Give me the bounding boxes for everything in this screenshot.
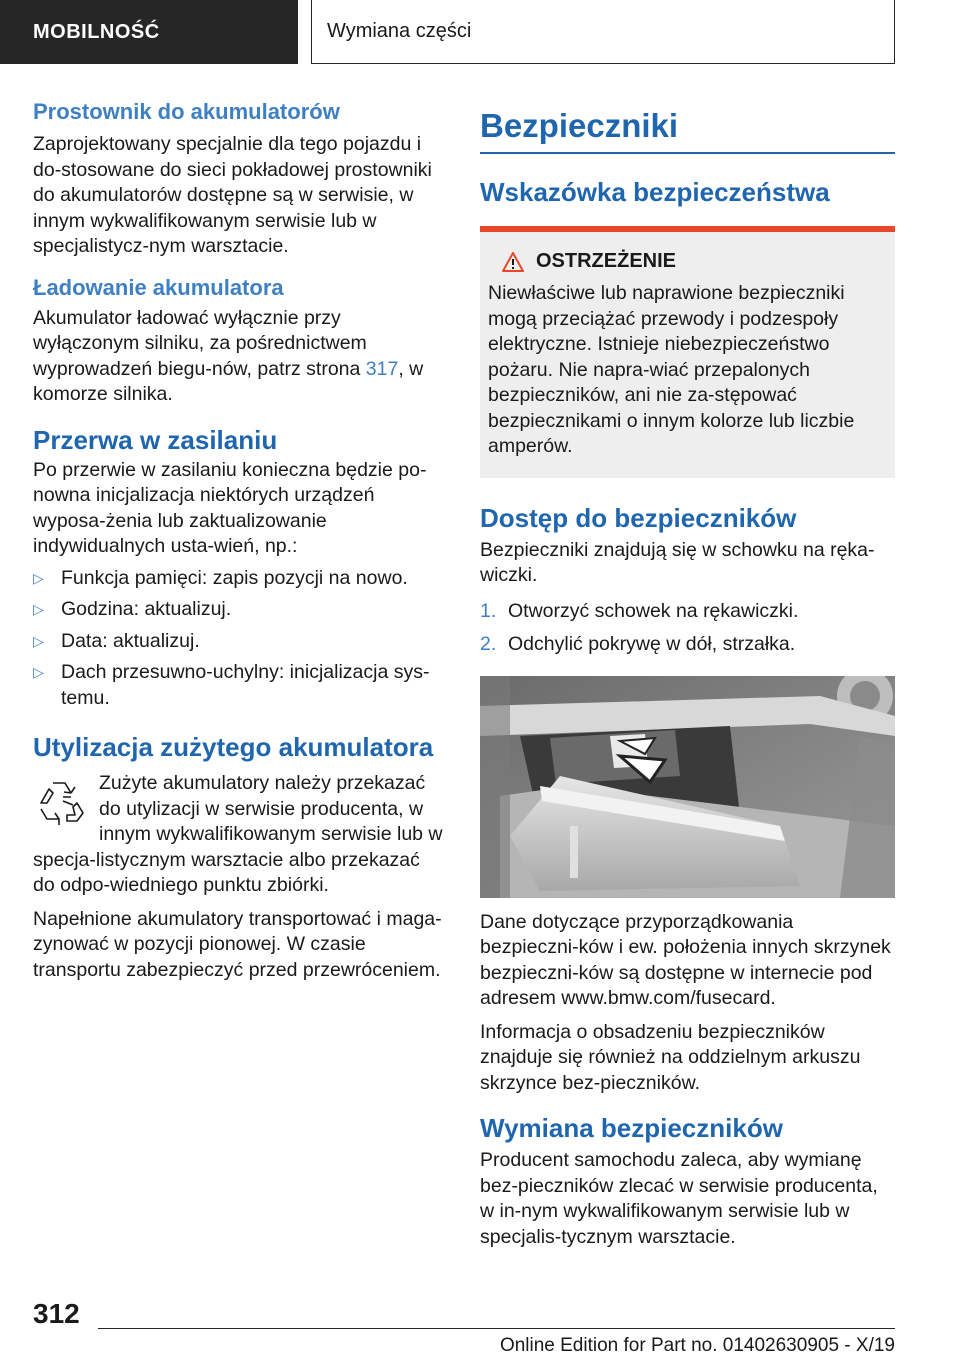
list-item: ▷ Funkcja pamięci: zapis pozycji na nowo. [33, 566, 446, 592]
list-item: 2. Odchylić pokrywę w dół, strzałka. [480, 632, 895, 658]
header-section [0, 0, 298, 64]
left-column [33, 98, 446, 983]
fuses-heading: Bezpieczniki [480, 107, 679, 144]
recycle-icon [33, 775, 85, 827]
outage-list [33, 566, 446, 712]
charger-heading: Prostownik do akumulatorów [33, 99, 340, 124]
charging-text: Akumulator ładować wyłącznie przy wyłączonym silniku, za pośrednictwem wyprowadzeń biegu-nów, patrz strona 317, w komorze silnika. [33, 306, 424, 405]
page-number: 312 [33, 1298, 80, 1329]
safety-heading: Wskazówka bezpieczeństwa [480, 177, 830, 207]
steps-list [480, 599, 895, 658]
triangle-bullet-icon: ▷ [33, 632, 44, 649]
triangle-bullet-icon: ▷ [33, 601, 44, 617]
list-item: ▷ Data: aktualizuj. [33, 629, 446, 655]
sheet-text: Informacja o obsadzeniu bezpieczników znajduje się również na oddzielnym arkuszu skrzynce bez-pieczników. [480, 1020, 861, 1094]
charger-text: Zaprojektowany specjalnie dla tego pojazdu i do-stosowane do sieci pokładowej prostowniki do akumulatorów dostępne są w serwisie, w innym wykwalifikowanym serwisie lub w specjalistycz-nym warsztacie. [33, 133, 432, 257]
footer-edition: Online Edition for Part no. 01402630905 - X/19 [499, 1335, 895, 1356]
warning-title [488, 250, 887, 273]
warning-triangle-icon [502, 252, 524, 272]
footer-rule [98, 1328, 895, 1329]
disposal-block [33, 771, 446, 899]
list-item: ▷ Godzina: aktualizuj. [33, 597, 446, 623]
list-item: ▷ Dach przesuwno-uchylny: inicjalizacja sys-temu. [33, 660, 446, 711]
step-number: 1. [480, 599, 497, 622]
page-link-317[interactable]: 317 [365, 357, 399, 380]
access-heading: Dostęp do bezpieczników [480, 502, 797, 533]
step-number: 2. [480, 633, 497, 655]
chapter-title: Wymiana części [327, 20, 472, 42]
warning-box [480, 232, 895, 478]
right-column [480, 98, 895, 1250]
access-text: Bezpieczniki znajdują się w schowku na ręka-wiczki. [480, 538, 875, 586]
triangle-bullet-icon: ▷ [33, 569, 44, 586]
outage-text: Po przerwie w zasilaniu konieczna będzie po-nowna inicjalizacja niektórych urządzeń wyposa-żenia lub zaktualizowanie indywidualnych usta-wień, np.: [33, 458, 427, 557]
disposal-heading: Utylizacja zużytego akumulatora [33, 732, 434, 762]
header-chapter [311, 0, 895, 64]
list-item: 1. Otworzyć schowek na rękawiczki. [480, 599, 895, 625]
warning-text: Niewłaściwe lub naprawione bezpieczniki mogą przeciążać przewody i podzespoły elektryczne. Istnieje niebezpieczeństwo pożaru. Nie napra-wiać przepalonych bezpieczników, ani nie za-stępować bezpiecznikami o innym kolorze lub liczbie amperów. [488, 282, 855, 457]
layout-text: Dane dotyczące przyporządkowania bezpieczni-ków i ew. położenia innych skrzynek bezpieczni-ków są dostępne w internecie pod adresem www.bmw.com/fusecard. [480, 910, 891, 1009]
replace-heading: Wymiana bezpieczników [480, 1113, 783, 1143]
disposal-text: Zużyte akumulatory należy przekazać do utylizacji w serwisie producenta, w innym wykwalifikowanym serwisie lub w specja-listycznym warsztacie albo przekazać do odpo-wiedniego punktu zbiórki. [33, 772, 443, 896]
glovebox-photo [480, 676, 895, 898]
transport-text: Napełnione akumulatory transportować i maga-zynować w pozycji pionowej. W czasie transportu zabezpieczyć przed przewróceniem. [33, 907, 442, 981]
warning-label: OSTRZEŻENIE [536, 250, 677, 272]
replace-text: Producent samochodu zaleca, aby wymianę bez-pieczników zlecać w serwisie producenta, w in-nym wykwalifikowanym serwisie lub w specjalis-tycznym warsztacie. [480, 1149, 878, 1248]
triangle-bullet-icon: ▷ [33, 664, 44, 680]
section-title: MOBILNOŚĆ [33, 20, 160, 43]
charging-heading: Ładowanie akumulatora [33, 274, 284, 300]
outage-heading: Przerwa w zasilaniu [33, 424, 278, 455]
heading-rule [480, 152, 895, 154]
